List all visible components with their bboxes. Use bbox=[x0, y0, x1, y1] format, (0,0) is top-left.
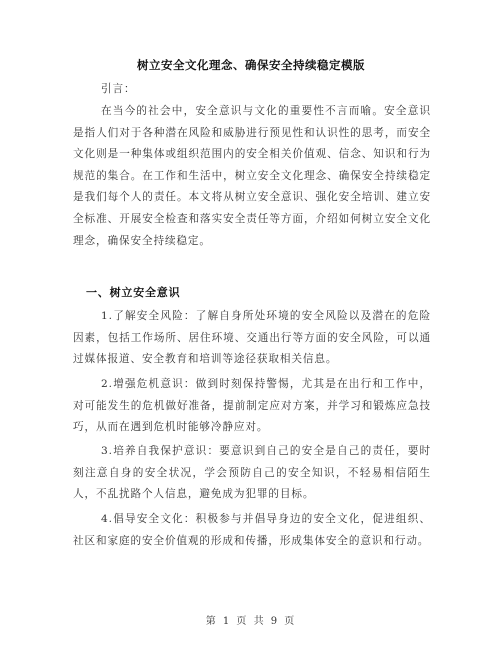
section-heading: 一、树立安全意识 bbox=[86, 286, 181, 299]
list-item: 4.倡导安全文化：积极参与并倡导身边的安全文化，促进组织、社区和家庭的安全价值观的形成和传播，形成集体安全的意识和行动。 bbox=[73, 513, 431, 547]
list-item: 1.了解安全风险：了解自身所处环境的安全风险以及潜在的危险因素，包括工作场所、居住环境、交通出行等方面的安全风险，可以通过媒体报道、安全教育和培训等途径获取相关信息。 bbox=[73, 310, 431, 366]
document-title: 树立安全文化理念、确保安全持续稳定模版 bbox=[137, 58, 365, 72]
page-number: 第 1 页 共 9 页 bbox=[205, 616, 297, 627]
list-item: 3.培养自我保护意识：要意识到自己的安全是自己的责任，要时刻注意自身的安全状况，学会预防自己的安全知识，不轻易相信陌生人，不乱扰路个人信息，避免成为犯罪的目标。 bbox=[73, 445, 431, 501]
intro-paragraph: 在当今的社会中，安全意识与文化的重要性不言而喻。安全意识是指人们对于各种潜在风险和威胁进行预见性和认识性的思考，而安全文化则是一种集体或组织范围内的安全相关价值观、信念、知识和行为规范的集合。在工作和生活中，树立安全文化理念、确保安全持续稳定是我们每个人的责任。本文将从树立安全意识、强化安全培训、建立安全标准、开展安全检查和落实安全责任等方面，介绍如何树立安全文化理念，确保安全持续稳定。 bbox=[73, 105, 431, 247]
list-item: 2.增强危机意识：做到时刻保持警惕，尤其是在出行和工作中，对可能发生的危机做好准备，提前制定应对方案，并学习和锻炼应急技巧，从而在遇到危机时能够冷静应对。 bbox=[73, 378, 431, 434]
intro-label: 引言： bbox=[101, 83, 136, 95]
